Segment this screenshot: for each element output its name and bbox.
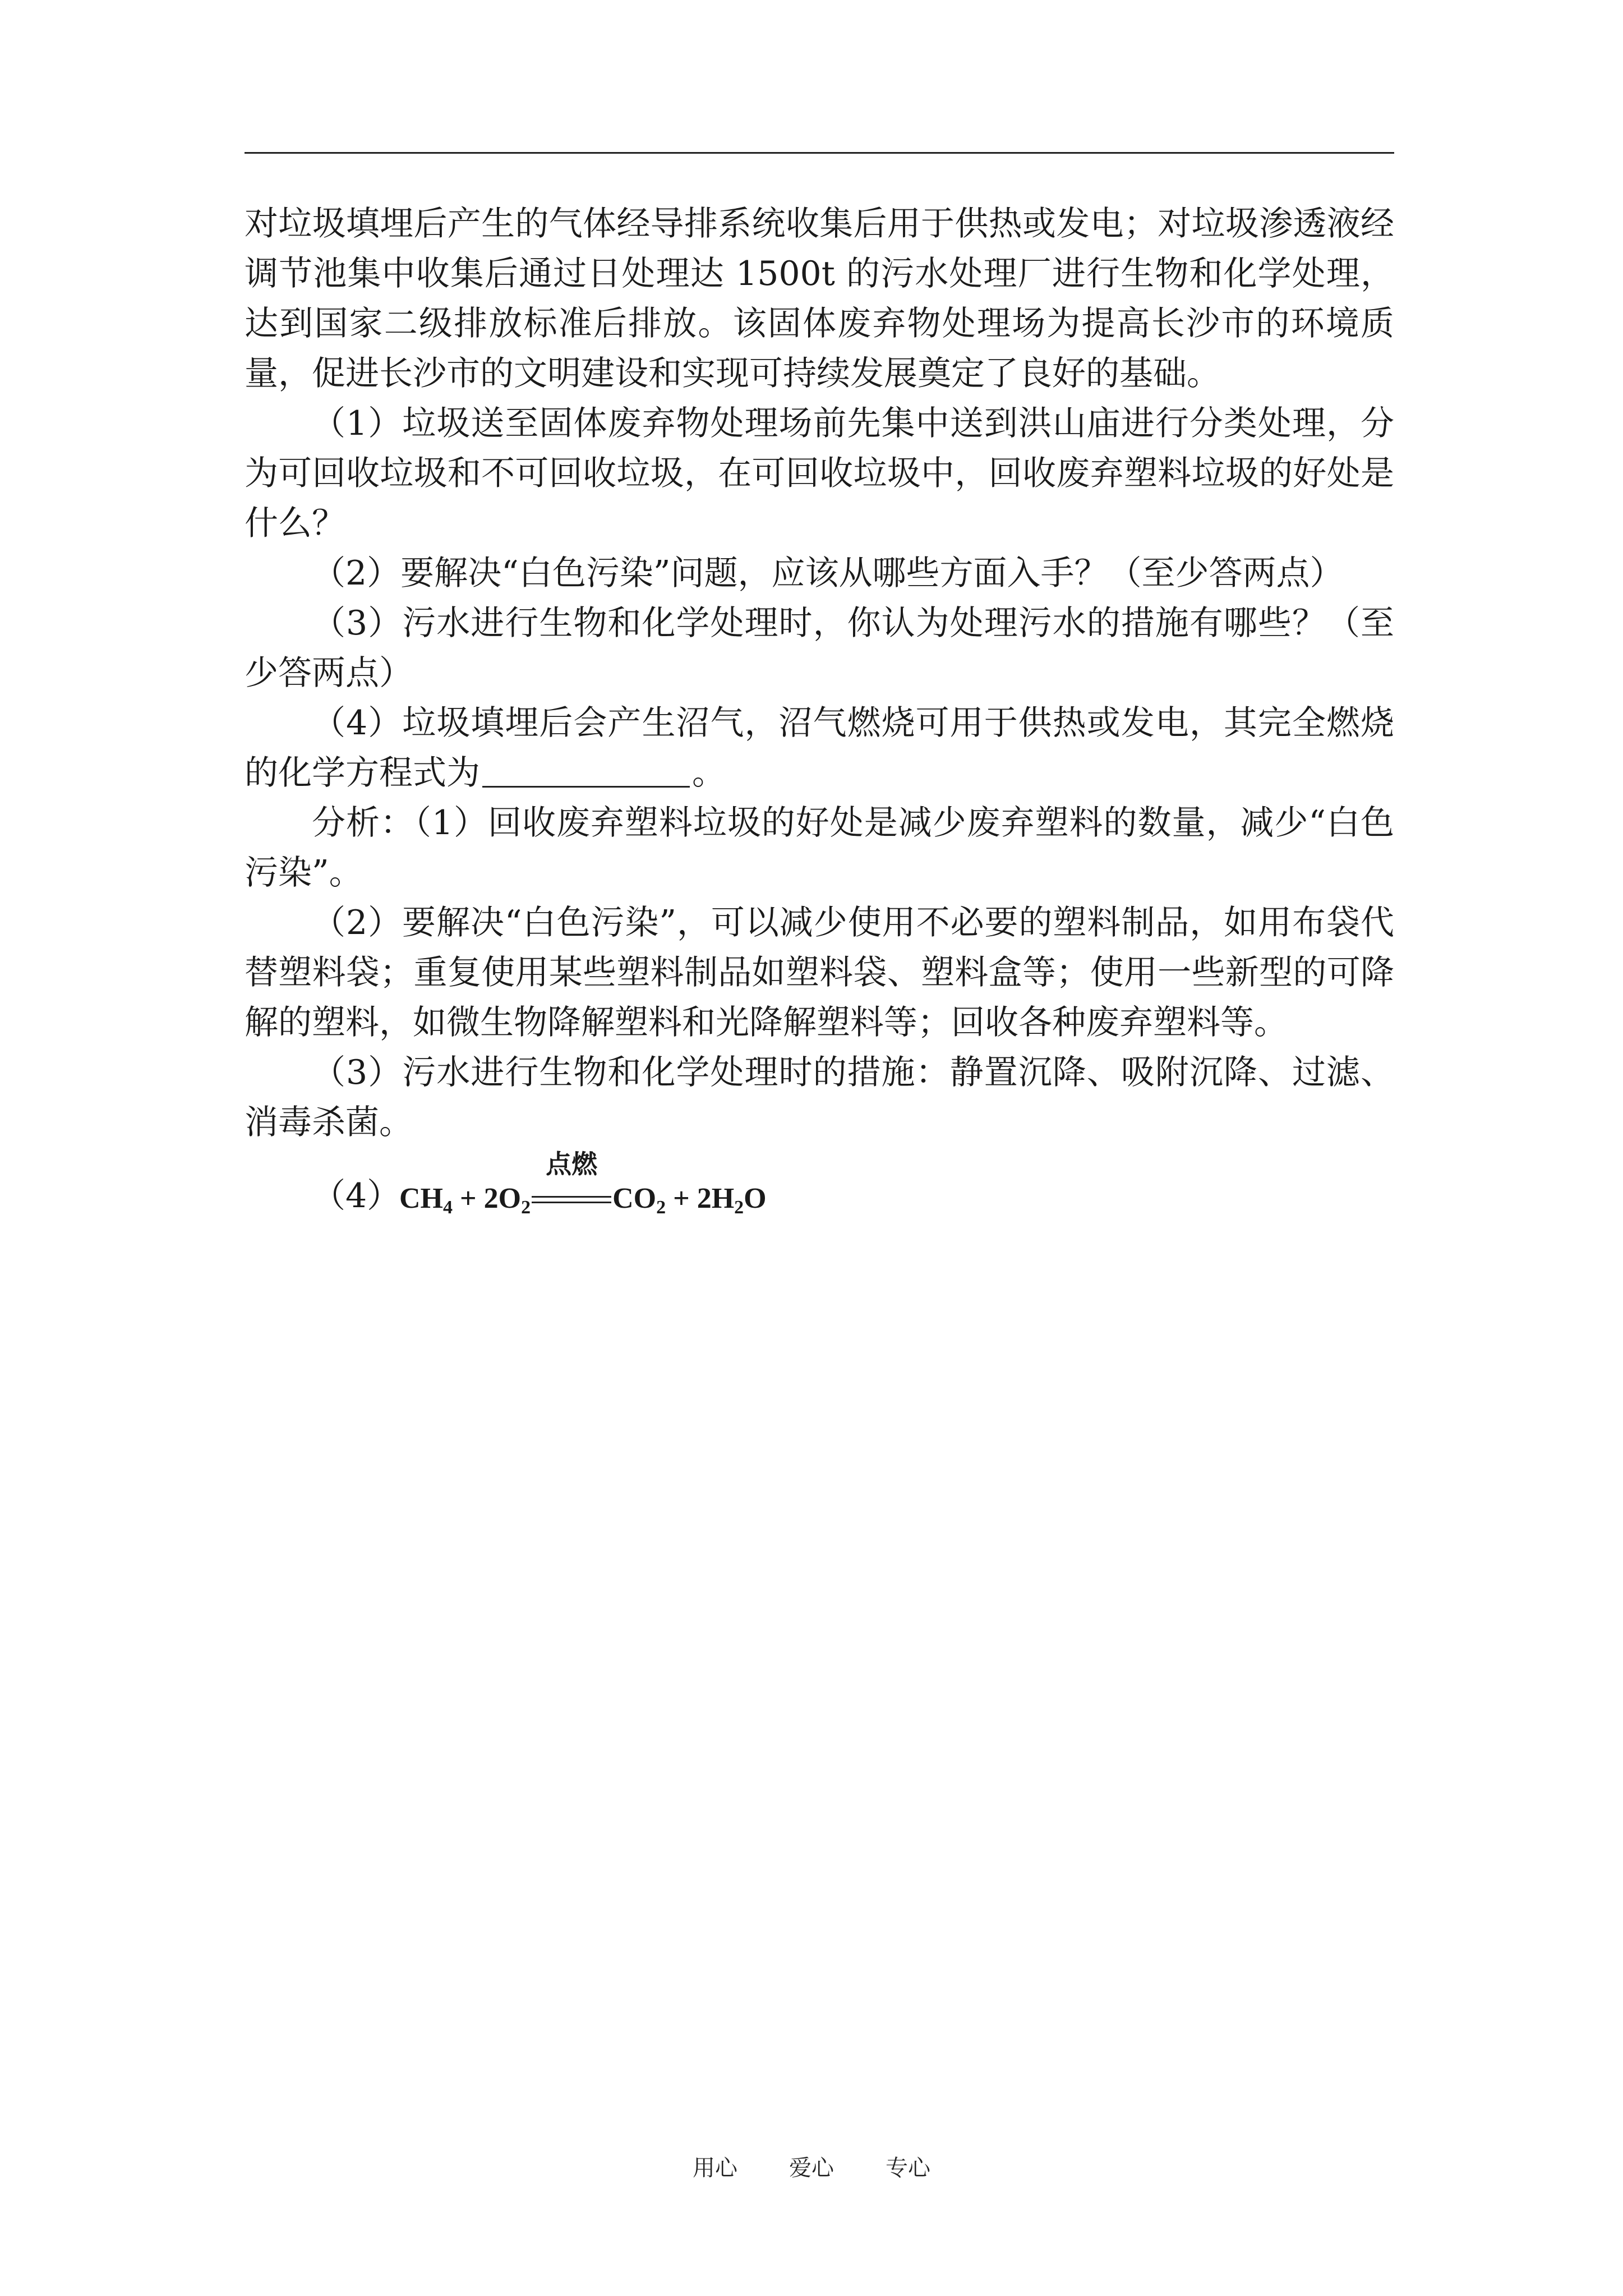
equation-ch-sub: 4 xyxy=(443,1197,453,1218)
equation-o-sub: 2 xyxy=(521,1197,531,1218)
equation-plus-h2: + 2H xyxy=(666,1182,735,1214)
footer-item-3: 专心 xyxy=(886,2155,930,2181)
reaction-condition: 点燃 xyxy=(546,1149,598,1179)
analysis-3: （3）污水进行生物和化学处理时的措施：静置沉降、吸附沉降、过滤、消毒杀菌。 xyxy=(245,1053,1394,1142)
equation-ch: CH xyxy=(399,1182,443,1214)
analysis-2: （2）要解决“白色污染”，可以减少使用不必要的塑料制品，如用布袋代替塑料袋；重复使用某些塑料制品如塑料袋、塑料盒等；使用一些新型的可降解的塑料，如微生物降解塑料和光降解塑料等；回收各种废弃塑料等。 xyxy=(245,903,1394,1042)
arrow-line-top xyxy=(532,1196,611,1198)
question-1: （1）垃圾送至固体废弃物处理场前先集中送到洪山庙进行分类处理，分为可回收垃圾和不可回收垃圾，在可回收垃圾中，回收废弃塑料垃圾的好处是什么？ xyxy=(245,404,1394,543)
footer-item-2: 爱心 xyxy=(789,2155,834,2181)
equation-o-tail: O xyxy=(744,1182,767,1214)
arrow-line-bottom xyxy=(532,1202,611,1203)
equation-co-sub: 2 xyxy=(656,1197,666,1218)
paragraph-intro: 对垃圾填埋后产生的气体经导排系统收集后用于供热或发电；对垃圾渗透液经调节池集中收集后通过日处理达 1500t 的污水处理厂进行生物和化学处理，达到国家二级排放标准后排放。该固体废弃物处理场为提高长沙市的环境质量，促进长沙市的文明建设和实现可持续发展奠定了良好的基础。 xyxy=(245,204,1394,393)
equation-plus-o2: + 2O xyxy=(453,1182,522,1214)
question-4-text: （4）垃圾填埋后会产生沼气，沼气燃烧可用于供热或发电，其完全燃烧的化学方程式为 xyxy=(245,703,1394,793)
analysis-4-equation xyxy=(245,1149,1394,1227)
header-rule xyxy=(245,152,1394,154)
question-3: （3）污水进行生物和化学处理时，你认为处理污水的措施有哪些？（至少答两点） xyxy=(245,604,1394,693)
analysis-1: 分析：（1）回收废弃塑料垃圾的好处是减少废弃塑料的数量，减少“白色污染”。 xyxy=(245,803,1394,892)
reaction-arrow xyxy=(531,1149,612,1223)
question-2: （2）要解决“白色污染”问题，应该从哪些方面入手？（至少答两点） xyxy=(312,554,1344,593)
chemical-equation xyxy=(399,1149,767,1223)
page-footer xyxy=(0,2154,1623,2182)
equation-h-sub: 2 xyxy=(734,1197,744,1218)
question-4 xyxy=(245,698,1394,798)
document-body xyxy=(245,199,1394,1227)
question-4-end: 。 xyxy=(692,753,726,793)
equation-label: （4） xyxy=(312,1176,401,1216)
equation-co: CO xyxy=(612,1182,657,1214)
footer-item-1: 用心 xyxy=(693,2155,737,2181)
answer-blank xyxy=(482,752,690,788)
